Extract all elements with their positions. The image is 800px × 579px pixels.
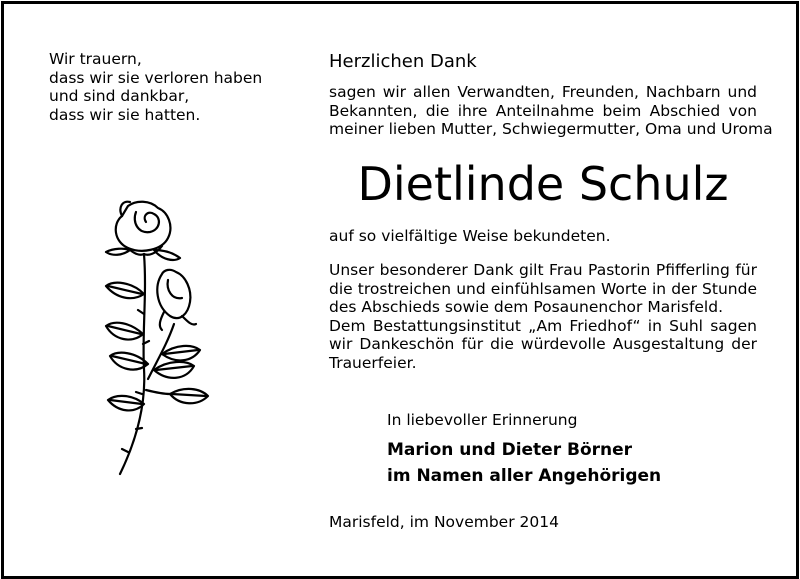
signers	[387, 437, 661, 489]
intro-line: meiner lieben Mutter, Schwiegermutter, Oma und Uroma	[329, 120, 773, 138]
poem-line: und sind dankbar,	[49, 87, 190, 105]
thanks-line: des Abschieds sowie dem Posaunenchor Marisfeld.	[329, 298, 724, 316]
after-name-line: auf so vielfältige Weise bekundeten.	[329, 227, 611, 245]
poem-line: dass wir sie verloren haben	[49, 68, 263, 87]
signer-line: Marion und Dieter Börner	[387, 440, 633, 460]
heading: Herzlichen Dank	[329, 51, 477, 72]
place-date: Marisfeld, im November 2014	[329, 513, 559, 531]
deceased-name: Dietlinde Schulz	[357, 157, 729, 211]
rose-icon	[92, 194, 232, 484]
signer-line: im Namen aller Angehörigen	[387, 466, 662, 486]
memory-line: In liebevoller Erinnerung	[387, 411, 578, 429]
thanks-line: die trostreichen und einfühlsamen Worte in der Stunde	[329, 279, 757, 298]
intro-paragraph	[329, 83, 773, 139]
thanks-line: Trauerfeier.	[329, 353, 417, 372]
poem-line: Wir trauern,	[49, 50, 142, 68]
after-name-paragraph	[329, 227, 757, 246]
poem-line: dass wir sie hatten.	[49, 105, 201, 124]
intro-line: Bekannten, die ihre Anteilnahme beim Abschied von	[329, 101, 757, 120]
thanks-line: wir Dankeschön für die würdevolle Ausgestaltung der	[329, 335, 757, 353]
thanks-line: Dem Bestattungsinstitut „Am Friedhof“ in Suhl sagen	[329, 316, 757, 335]
notice-frame	[1, 1, 799, 579]
thanks-paragraph	[329, 261, 757, 372]
intro-line: sagen wir allen Verwandten, Freunden, Nachbarn und	[329, 83, 757, 101]
thanks-line: Unser besonderer Dank gilt Frau Pastorin Pfifferling für	[329, 261, 757, 279]
poem	[49, 50, 289, 124]
